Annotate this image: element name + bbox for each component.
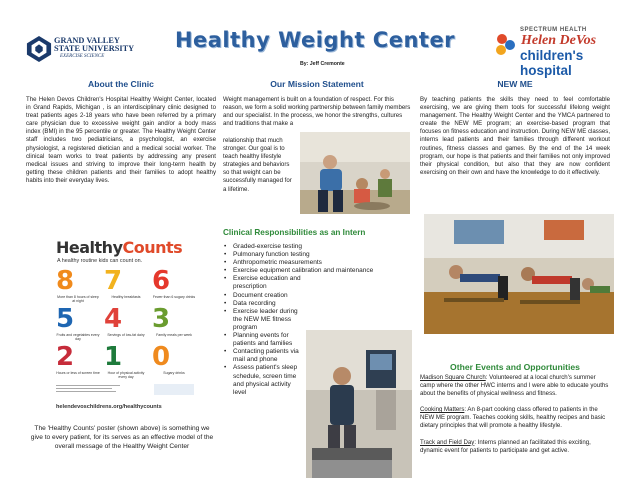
mission-heading: Our Mission Statement (270, 79, 364, 89)
about-text: The Helen Devos Children's Hospital Healthy Weight Center, located in Grand Rapids, Michigan , is an interdisciplinary clinic designed to treat patients ages 2-18 years who have been referred by a primary care physician due to excessive weight gain and/or a body mass index (BMI) in the 95 percentile or greater. The Healthy Weight Center staff includes two pediatricians, a psychologist, an exercise physiologist, a registered dietician and a medical social worker. The clinical team works to treat patients by addressing any present medical issues and striving to improve their long-term health by getting these children patients and their families to adopt healthy habits into their everyday lives. (26, 96, 216, 184)
healthy-counts-logo: HealthyCounts (56, 238, 183, 257)
healthy-counts-item (56, 268, 100, 306)
event-item (420, 406, 612, 430)
healthy-counts-number: 2 (56, 342, 75, 372)
event-title: Madison Square Church (420, 374, 486, 381)
clinical-list-item: • Exercise education and prescription (233, 275, 305, 291)
byline: By: Jeff Cremonte (300, 61, 345, 67)
healthy-counts-poster (54, 238, 200, 418)
poster-caption: The 'Healthy Counts' poster (shown above) is something we give to every patient, for its serves as an effective model of the overall message of the Healthy Weight Center (30, 425, 214, 450)
healthy-counts-caption: Fewer than 6 sugary drinks (152, 295, 196, 299)
event-description: : Interns planned an facilitated this exciting, dynamic event for patients to participate and get active. (420, 438, 591, 454)
healthy-counts-item (104, 344, 148, 382)
healthy-counts-number: 6 (152, 266, 171, 296)
clinical-list-item: • Pulmonary function testing (233, 251, 423, 259)
healthy-counts-number: 8 (56, 266, 75, 296)
healthy-counts-footnote (56, 383, 120, 394)
healthy-counts-caption: Servings of low-fat dairy (107, 333, 145, 337)
page-title: Healthy Weight Center (174, 28, 456, 52)
clinical-list-item: • Exercise equipment calibration and maintenance (233, 267, 423, 275)
healthy-counts-number: 3 (152, 304, 171, 334)
clinical-list-item: • Exercise leader during the NEW ME fitness program (233, 308, 305, 332)
healthy-counts-caption: Healthy breakfasts (111, 295, 141, 299)
healthy-counts-caption: More than 8 hours of sleep at night (57, 295, 99, 303)
clinical-list-item: • Data recording (233, 300, 305, 308)
event-description: : Volunteered at a local church's summer camp where the other HWC interns and I were able to educate youths about the benefits of physical wellness and fitness. (420, 374, 609, 398)
healthy-counts-caption: Hour of physical activity every day (107, 371, 145, 379)
newme-heading: NEW ME (497, 79, 533, 89)
newme-text: By teaching patients the skills they need to feel comfortable exercising, we are giving them tools for successful lifelong weight management. The Healthy Weight Center and the YMCA partnered to create the NEW ME program; an exercise-based program that focuses on fitness education and instruction. During NEW ME classes, interns lead patients and their families through different workout routines, fitness classes and games. By the end of the 14 week program, our hope is that patients and their families not only improved their physical condition, but also that they are now confident exercising on their own and have the knowledge to do it effectively. (420, 96, 611, 176)
clinical-list-item: • Planning events for patients and families (233, 332, 305, 348)
healthy-counts-item (152, 306, 196, 344)
gvsu-logo-mark (26, 34, 52, 64)
about-heading: About the Clinic (88, 79, 154, 89)
gvsu-department: EXERCISE SCIENCE (60, 54, 105, 59)
childrens-hospital-label: children's hospital (520, 48, 584, 78)
healthy-counts-item (56, 306, 100, 344)
helen-devos-logo-mark (490, 30, 520, 60)
event-description: : An 8-part cooking class offered to patients in the NEW ME program. Teaches cooking skills, healthy recipes and basic dietary principles that will promote a healthy lifestyle. (420, 406, 606, 430)
healthy-counts-caption: Family meals per week (156, 333, 192, 337)
clinical-heading: Clinical Responsibilities as an Intern (223, 228, 366, 237)
healthy-counts-item (56, 344, 100, 382)
clinical-list-item: • Assess patient's sleep schedule, screen time and physical activity level (233, 364, 305, 396)
event-item (420, 439, 612, 455)
healthy-counts-number: 7 (104, 266, 123, 296)
events-heading: Other Events and Opportunities (450, 362, 580, 372)
helen-devos-label: Helen DeVos (521, 33, 597, 48)
graded-exercise-test-photo (306, 330, 412, 478)
healthy-counts-tagline: A healthy routine kids can count on. (57, 258, 143, 264)
healthy-counts-number: 5 (56, 304, 75, 334)
healthy-counts-caption: Sugary drinks (163, 371, 185, 375)
healthy-counts-item (104, 306, 148, 344)
healthy-counts-item (104, 268, 148, 306)
healthy-counts-number: 0 (152, 342, 171, 372)
healthy-counts-item (152, 268, 196, 306)
healthy-counts-sponsor-badge (154, 384, 194, 395)
event-title: Track and Field Day (420, 438, 475, 446)
healthy-counts-number: 4 (104, 304, 123, 334)
clinical-list-item: • Graded-exercise testing (233, 243, 423, 251)
gvsu-name: GRAND VALLEY STATE UNIVERSITY (54, 36, 135, 53)
event-item (420, 374, 612, 398)
clinical-list-item: • Anthropometric measurements (233, 259, 423, 267)
healthy-counts-caption: Fruits and vegetables every day (56, 333, 100, 341)
mission-text-narrow: relationship that much stronger. Our goal is to teach healthy lifestyle strategies and behaviors so that weight can be successfully managed for a lifetime. (223, 137, 292, 193)
healthy-counts-number: 1 (104, 342, 123, 372)
mission-text-top: Weight management is built on a foundation of respect. For this reason, we form a solid working partnership between family members and our specialist. In the process, we honor the strengths, cultures and traditions that make a (223, 96, 411, 128)
event-title: Cooking Matters (420, 406, 465, 414)
spectrum-health-label: SPECTRUM HEALTH (520, 27, 587, 33)
events-list (420, 374, 612, 463)
exercise-photo (300, 132, 410, 214)
newme-class-photo (424, 214, 614, 334)
healthy-counts-caption: Hours or less of screen time (56, 371, 100, 375)
clinical-list-item: • Document creation (233, 292, 305, 300)
clinical-list-item: • Contacting patients via mail and phone (233, 348, 305, 364)
healthy-counts-item (152, 344, 196, 382)
healthy-counts-url: helendevoschildrens.org/healthycounts (56, 404, 162, 410)
